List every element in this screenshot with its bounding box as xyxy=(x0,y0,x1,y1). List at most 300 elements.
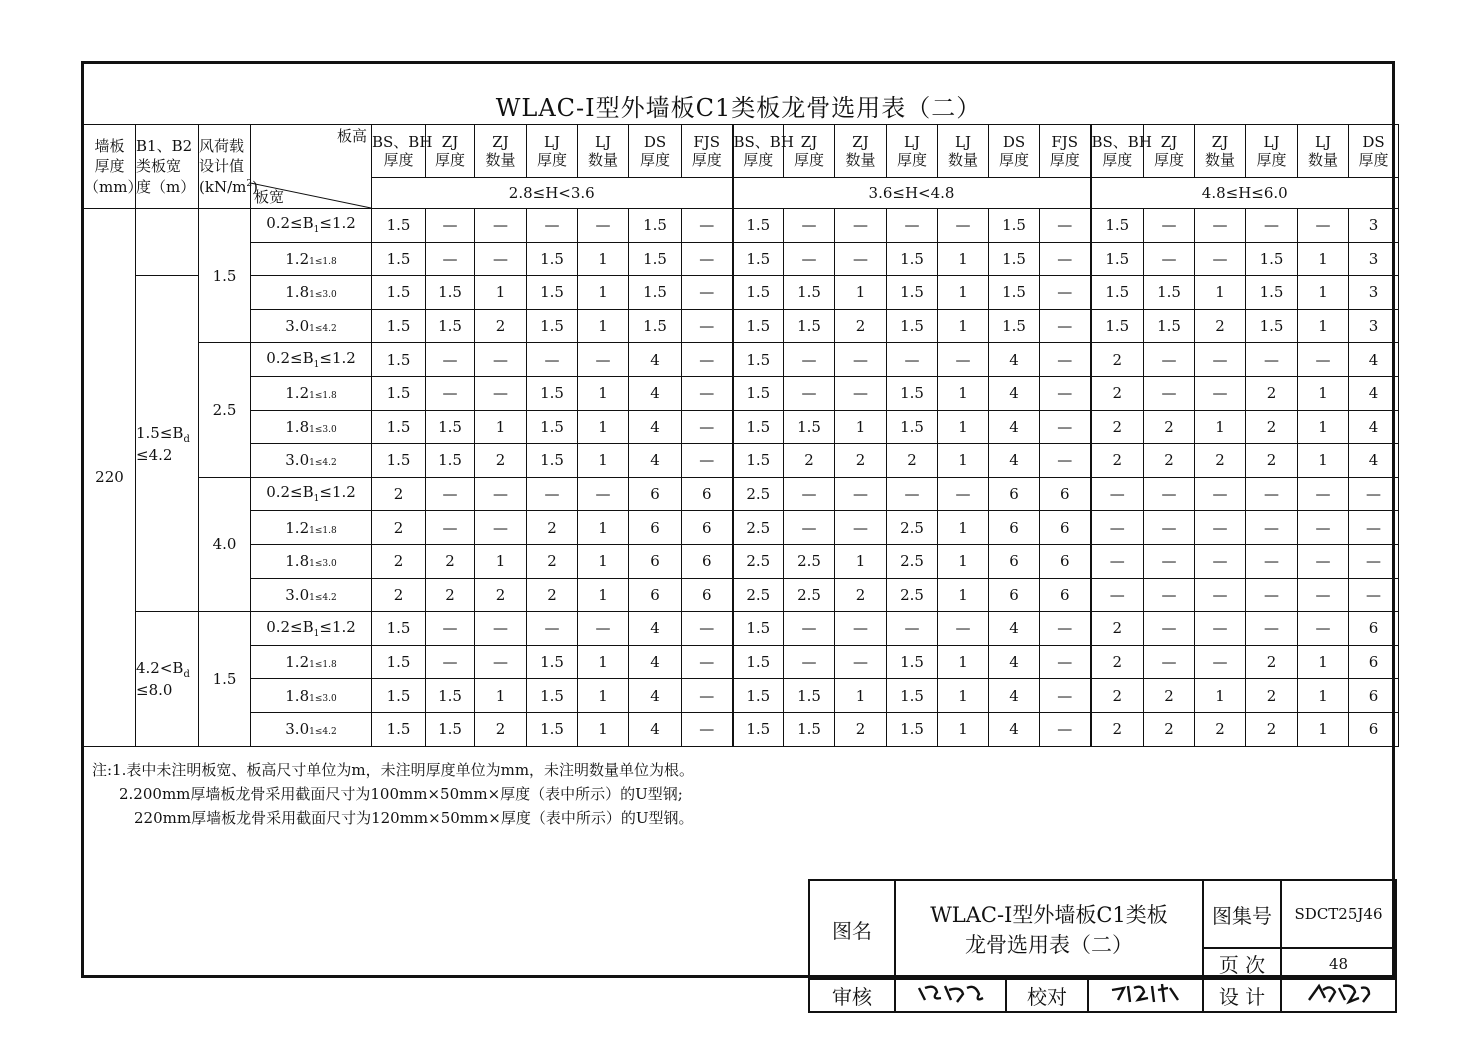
table-row xyxy=(84,578,1399,612)
table-cell: — xyxy=(426,612,475,646)
table-cell: — xyxy=(426,645,475,679)
table-cell: — xyxy=(426,511,475,545)
table-cell: 1 xyxy=(578,376,629,410)
table-cell: 1.5 xyxy=(887,276,938,310)
table-cell: 1 xyxy=(475,410,527,444)
table-cell: 2 xyxy=(835,309,887,343)
board-width-range: $0.2\le B_1\le 1.2$ xyxy=(251,477,372,511)
column-header: DS 厚度 xyxy=(989,125,1040,178)
table-cell: 2.5 xyxy=(784,578,835,612)
height-range-c: 4.8≤H≤6.0 xyxy=(1091,178,1399,209)
table-cell: 2 xyxy=(1144,679,1195,713)
table-row xyxy=(84,544,1399,578)
table-cell: 4 xyxy=(989,712,1040,746)
table-cell: 6 xyxy=(989,578,1040,612)
table-cell: — xyxy=(1246,544,1298,578)
table-cell: 1 xyxy=(1195,679,1246,713)
table-cell: — xyxy=(682,242,733,276)
table-cell: — xyxy=(1144,544,1195,578)
table-cell: 1.5 xyxy=(887,679,938,713)
table-cell: — xyxy=(1040,712,1091,746)
width-group-1: $1.5\le B_d$ ≤4.2 xyxy=(136,276,199,612)
table-cell: 1.5 xyxy=(629,276,682,310)
table-cell: 1.5 xyxy=(989,309,1040,343)
table-cell: 2 xyxy=(1246,712,1298,746)
table-cell: — xyxy=(1144,645,1195,679)
column-header: LJ 厚度 xyxy=(527,125,578,178)
table-cell: 6 xyxy=(629,477,682,511)
table-cell: — xyxy=(578,209,629,243)
table-cell: — xyxy=(682,343,733,377)
table-cell: 1.5 xyxy=(733,376,784,410)
wind-load-value: 1.5 xyxy=(199,612,251,746)
table-cell: 6 xyxy=(1349,679,1399,713)
column-header: ZJ 数量 xyxy=(475,125,527,178)
review-label: 审核 xyxy=(809,979,895,1012)
table-cell: 4 xyxy=(989,444,1040,478)
table-cell: 2 xyxy=(1246,444,1298,478)
table-cell: — xyxy=(1144,209,1195,243)
table-cell: 1.5 xyxy=(733,612,784,646)
table-cell: 1.5 xyxy=(1091,309,1144,343)
table-cell: — xyxy=(1246,578,1298,612)
table-cell: — xyxy=(784,376,835,410)
table-cell: 2 xyxy=(1144,712,1195,746)
table-cell: 1.5 xyxy=(527,444,578,478)
table-cell: — xyxy=(1091,477,1144,511)
table-cell: 6 xyxy=(989,477,1040,511)
table-cell: 2.5 xyxy=(733,477,784,511)
table-cell: 2 xyxy=(887,444,938,478)
table-cell: 1.5 xyxy=(372,679,426,713)
board-width-range: 1.21≤1.8 xyxy=(251,376,372,410)
table-cell: 1 xyxy=(578,544,629,578)
table-cell: 1.5 xyxy=(426,679,475,713)
table-cell: 4 xyxy=(989,645,1040,679)
page-label: 页 次 xyxy=(1203,948,1281,979)
wind-load-value: 1.5 xyxy=(199,209,251,343)
table-cell: 4 xyxy=(1349,343,1399,377)
table-cell: 1.5 xyxy=(629,209,682,243)
table-cell: — xyxy=(475,343,527,377)
table-cell: — xyxy=(1195,511,1246,545)
table-cell: — xyxy=(887,209,938,243)
column-header: ZJ 厚度 xyxy=(426,125,475,178)
title-block xyxy=(808,879,1397,1013)
drawing-name: WLAC-Ⅰ型外墙板C1类板 龙骨选用表（二） xyxy=(895,880,1203,979)
board-width-range: 1.81≤3.0 xyxy=(251,410,372,444)
board-width-range: 1.81≤3.0 xyxy=(251,679,372,713)
table-cell: — xyxy=(1040,645,1091,679)
table-cell: 1.5 xyxy=(733,209,784,243)
table-cell: — xyxy=(1298,544,1349,578)
table-cell: 2 xyxy=(1246,410,1298,444)
table-cell: — xyxy=(887,343,938,377)
table-cell: 1 xyxy=(578,679,629,713)
table-cell: 1.5 xyxy=(426,276,475,310)
table-cell: 2 xyxy=(426,578,475,612)
page-number: 48 xyxy=(1281,948,1396,979)
table-cell: 1.5 xyxy=(527,410,578,444)
table-cell: 1.5 xyxy=(1246,309,1298,343)
column-header: FJS 厚度 xyxy=(1040,125,1091,178)
table-row xyxy=(84,477,1399,511)
table-cell: — xyxy=(527,477,578,511)
table-row xyxy=(84,645,1399,679)
drawing-name-label: 图名 xyxy=(809,880,895,979)
table-cell: 1.5 xyxy=(527,309,578,343)
table-cell: 1 xyxy=(938,242,989,276)
table-cell: 1.5 xyxy=(629,242,682,276)
table-cell: 1.5 xyxy=(426,444,475,478)
table-cell: — xyxy=(1144,511,1195,545)
column-header: LJ 数量 xyxy=(578,125,629,178)
table-cell: 1 xyxy=(1298,444,1349,478)
table-cell: — xyxy=(1144,343,1195,377)
table-cell: 4 xyxy=(629,712,682,746)
column-header: FJS 厚度 xyxy=(682,125,733,178)
table-row xyxy=(84,444,1399,478)
table-cell: 3 xyxy=(1349,309,1399,343)
wind-load-header: 风荷载 设计值 $(kN/m^2)$ xyxy=(199,125,251,209)
table-cell: 4 xyxy=(989,679,1040,713)
table-cell: 2 xyxy=(1091,645,1144,679)
table-cell: 6 xyxy=(1040,477,1091,511)
table-cell: 6 xyxy=(682,511,733,545)
table-cell: 2 xyxy=(527,511,578,545)
table-cell: — xyxy=(682,444,733,478)
width-height-diagonal-header xyxy=(251,125,372,209)
table-cell: — xyxy=(835,343,887,377)
table-cell: 1.5 xyxy=(372,712,426,746)
table-cell: 1 xyxy=(578,444,629,478)
table-cell: 2.5 xyxy=(887,511,938,545)
atlas-number: SDCT25J46 xyxy=(1281,880,1396,948)
table-cell: — xyxy=(784,612,835,646)
table-cell: 4 xyxy=(629,343,682,377)
note-1: 注:1.表中未注明板宽、板高尺寸单位为m，未注明厚度单位为mm，未注明数量单位为根。 xyxy=(92,761,695,779)
column-header: ZJ 数量 xyxy=(1195,125,1246,178)
table-cell: 1 xyxy=(938,679,989,713)
column-header: ZJ 厚度 xyxy=(784,125,835,178)
table-cell: 1 xyxy=(578,410,629,444)
table-cell: 6 xyxy=(1040,511,1091,545)
table-cell: 6 xyxy=(1040,544,1091,578)
board-width-range: 3.01≤4.2 xyxy=(251,712,372,746)
table-cell: 1 xyxy=(578,276,629,310)
table-cell: 1.5 xyxy=(372,376,426,410)
table-cell: 2.5 xyxy=(887,544,938,578)
table-cell: 1 xyxy=(938,645,989,679)
table-cell: — xyxy=(578,477,629,511)
table-row xyxy=(84,242,1399,276)
table-cell: 2 xyxy=(372,578,426,612)
table-cell: 2 xyxy=(1091,376,1144,410)
table-cell: 1.5 xyxy=(527,242,578,276)
table-cell: 1.5 xyxy=(372,209,426,243)
height-label: 板高 xyxy=(336,127,367,145)
table-cell: 1 xyxy=(938,712,989,746)
table-cell: — xyxy=(887,612,938,646)
table-cell: 2 xyxy=(475,309,527,343)
board-width-range: 3.01≤4.2 xyxy=(251,578,372,612)
board-width-range: 1.21≤1.8 xyxy=(251,645,372,679)
design-signature xyxy=(1281,979,1396,1012)
table-cell: 2.5 xyxy=(733,511,784,545)
table-cell: 1 xyxy=(1298,645,1349,679)
notes xyxy=(92,758,694,830)
table-cell: 1.5 xyxy=(372,276,426,310)
column-header: BS、BH 厚度 xyxy=(733,125,784,178)
table-cell: — xyxy=(1144,612,1195,646)
table-cell: 1.5 xyxy=(372,242,426,276)
table-cell: 1.5 xyxy=(372,444,426,478)
table-cell: — xyxy=(682,612,733,646)
table-cell: 1.5 xyxy=(733,343,784,377)
table-cell: 1.5 xyxy=(1144,309,1195,343)
table-cell: — xyxy=(784,477,835,511)
table-cell: 2 xyxy=(1195,712,1246,746)
table-cell: — xyxy=(682,645,733,679)
table-cell: 6 xyxy=(1040,578,1091,612)
table-cell: 6 xyxy=(682,477,733,511)
table-cell: 4 xyxy=(989,612,1040,646)
table-cell: 2 xyxy=(527,544,578,578)
table-cell: 1 xyxy=(1298,376,1349,410)
table-cell: 2 xyxy=(372,477,426,511)
column-header: BS、BH 厚度 xyxy=(1091,125,1144,178)
table-cell: 1.5 xyxy=(887,376,938,410)
table-cell: 1 xyxy=(938,444,989,478)
table-cell: 1.5 xyxy=(426,712,475,746)
table-cell: 1.5 xyxy=(1144,276,1195,310)
design-label: 设 计 xyxy=(1203,979,1281,1012)
table-cell: 1 xyxy=(835,276,887,310)
table-cell: 1.5 xyxy=(733,645,784,679)
table-cell: — xyxy=(1040,612,1091,646)
table-cell: 1.5 xyxy=(527,276,578,310)
table-cell: — xyxy=(426,343,475,377)
width-group-2: $4.2<B_d$ ≤8.0 xyxy=(136,612,199,746)
table-cell: — xyxy=(682,712,733,746)
table-cell: — xyxy=(475,376,527,410)
table-cell: 6 xyxy=(682,544,733,578)
table-cell: — xyxy=(1298,343,1349,377)
table-cell: — xyxy=(1349,511,1399,545)
table-cell: 4 xyxy=(989,410,1040,444)
table-cell: — xyxy=(784,343,835,377)
table-cell: 1 xyxy=(938,410,989,444)
table-cell: 1.5 xyxy=(372,410,426,444)
table-cell: 1.5 xyxy=(527,376,578,410)
table-cell: 1 xyxy=(1298,679,1349,713)
table-cell: 4 xyxy=(629,444,682,478)
table-cell: 1.5 xyxy=(887,410,938,444)
table-cell: 1.5 xyxy=(733,679,784,713)
column-header: BS、BH 厚度 xyxy=(372,125,426,178)
wind-load-value: 2.5 xyxy=(199,343,251,477)
table-cell: — xyxy=(578,612,629,646)
table-row xyxy=(84,679,1399,713)
column-header: LJ 厚度 xyxy=(887,125,938,178)
table-row xyxy=(84,209,1399,243)
table-cell: 2 xyxy=(1144,444,1195,478)
table-cell: 1.5 xyxy=(887,242,938,276)
table-row xyxy=(84,276,1399,310)
height-range-b: 3.6≤H<4.8 xyxy=(733,178,1091,209)
table-cell: 3 xyxy=(1349,276,1399,310)
table-cell: 1.5 xyxy=(1091,209,1144,243)
table-cell: — xyxy=(1040,309,1091,343)
table-cell: 2 xyxy=(426,544,475,578)
board-width-range: 3.01≤4.2 xyxy=(251,309,372,343)
table-cell: — xyxy=(1195,578,1246,612)
table-cell: — xyxy=(475,511,527,545)
table-cell: — xyxy=(1195,544,1246,578)
table-cell: — xyxy=(1195,343,1246,377)
table-cell: 1 xyxy=(1298,242,1349,276)
table-cell: 2 xyxy=(372,511,426,545)
table-cell: 1 xyxy=(1195,410,1246,444)
table-cell: 4 xyxy=(629,410,682,444)
table-cell: 3 xyxy=(1349,242,1399,276)
table-cell: 1 xyxy=(835,544,887,578)
table-cell: 2 xyxy=(1091,343,1144,377)
table-cell: 1 xyxy=(938,309,989,343)
table-cell: 2.5 xyxy=(887,578,938,612)
table-cell: 1 xyxy=(1298,276,1349,310)
table-cell: 2 xyxy=(1195,444,1246,478)
table-cell: — xyxy=(835,376,887,410)
table-cell: — xyxy=(426,242,475,276)
column-header: ZJ 厚度 xyxy=(1144,125,1195,178)
table-cell: — xyxy=(1349,544,1399,578)
table-cell: 1.5 xyxy=(527,712,578,746)
table-cell: 1.5 xyxy=(1091,242,1144,276)
table-cell: — xyxy=(527,612,578,646)
table-cell: 1.5 xyxy=(372,645,426,679)
table-cell: 1 xyxy=(938,276,989,310)
table-cell: 1 xyxy=(938,511,989,545)
table-cell: 2 xyxy=(835,578,887,612)
table-cell: 1 xyxy=(1195,276,1246,310)
table-cell: 1.5 xyxy=(1246,242,1298,276)
table-cell: 1.5 xyxy=(426,309,475,343)
table-cell: — xyxy=(835,477,887,511)
table-cell: 1 xyxy=(578,578,629,612)
atlas-number-label: 图集号 xyxy=(1203,880,1281,948)
table-cell: 4 xyxy=(1349,444,1399,478)
table-cell: — xyxy=(1246,343,1298,377)
table-cell: — xyxy=(1040,276,1091,310)
table-cell: 1 xyxy=(578,309,629,343)
table-cell: — xyxy=(682,276,733,310)
table-cell: 1 xyxy=(475,276,527,310)
table-cell: 2 xyxy=(835,712,887,746)
table-cell: 1.5 xyxy=(733,309,784,343)
table-cell: — xyxy=(1040,410,1091,444)
table-cell: 1.5 xyxy=(887,712,938,746)
table-cell: — xyxy=(1246,511,1298,545)
table-cell: 2 xyxy=(835,444,887,478)
table-cell: 1 xyxy=(475,679,527,713)
table-cell: 2 xyxy=(784,444,835,478)
table-cell: 1 xyxy=(1298,712,1349,746)
table-cell: 4 xyxy=(1349,410,1399,444)
table-row xyxy=(84,343,1399,377)
table-cell: 6 xyxy=(629,578,682,612)
table-cell: — xyxy=(682,376,733,410)
table-cell: 2 xyxy=(1144,410,1195,444)
table-cell: — xyxy=(1246,209,1298,243)
board-width-range: 3.01≤4.2 xyxy=(251,444,372,478)
table-cell: 2 xyxy=(372,544,426,578)
table-cell: 1.5 xyxy=(527,645,578,679)
table-cell: 3 xyxy=(1349,209,1399,243)
board-width-range: 1.21≤1.8 xyxy=(251,511,372,545)
table-cell: — xyxy=(475,242,527,276)
table-cell: — xyxy=(887,477,938,511)
table-cell: — xyxy=(1298,578,1349,612)
table-cell: 1.5 xyxy=(733,242,784,276)
table-cell: — xyxy=(475,477,527,511)
table-cell: 6 xyxy=(1349,712,1399,746)
table-cell: 2 xyxy=(1091,444,1144,478)
table-cell: 2 xyxy=(1246,679,1298,713)
table-cell: 1.5 xyxy=(426,410,475,444)
table-cell: 1.5 xyxy=(784,410,835,444)
table-cell: — xyxy=(1195,376,1246,410)
table-cell: 1 xyxy=(1298,410,1349,444)
table-cell: 6 xyxy=(989,544,1040,578)
table-cell: 1.5 xyxy=(372,309,426,343)
check-label: 校对 xyxy=(1006,979,1088,1012)
column-header: LJ 数量 xyxy=(938,125,989,178)
table-cell: 1 xyxy=(938,544,989,578)
table-cell: — xyxy=(682,209,733,243)
table-cell: — xyxy=(784,242,835,276)
table-cell: — xyxy=(1144,477,1195,511)
board-width-range: $0.2\le B_1\le 1.2$ xyxy=(251,612,372,646)
table-cell: — xyxy=(835,645,887,679)
table-cell: 2.5 xyxy=(733,578,784,612)
table-cell: — xyxy=(527,343,578,377)
table-title: WLAC-Ⅰ型外墙板C1类板龙骨选用表（二） xyxy=(495,94,982,122)
table-cell: — xyxy=(1195,645,1246,679)
table-cell: — xyxy=(784,209,835,243)
table-cell: — xyxy=(1349,477,1399,511)
table-cell: 2 xyxy=(527,578,578,612)
note-3: 220mm厚墙板龙骨采用截面尺寸为120mm×50mm×厚度（表中所示）的U型钢。 xyxy=(134,809,694,827)
table-cell: — xyxy=(1040,679,1091,713)
wall-thickness-value: 220 xyxy=(84,209,136,747)
table-cell: — xyxy=(938,343,989,377)
table-cell: — xyxy=(1195,242,1246,276)
table-cell: — xyxy=(527,209,578,243)
table-cell: — xyxy=(1040,242,1091,276)
table-cell: 2 xyxy=(1091,679,1144,713)
table-cell: — xyxy=(1246,612,1298,646)
table-cell: 2 xyxy=(1246,645,1298,679)
table-row xyxy=(84,309,1399,343)
table-cell: — xyxy=(784,511,835,545)
table-cell: — xyxy=(1091,544,1144,578)
table-row xyxy=(84,511,1399,545)
board-width-range: $0.2\le B_1\le 1.2$ xyxy=(251,343,372,377)
table-cell: — xyxy=(1246,477,1298,511)
table-cell: 1 xyxy=(578,645,629,679)
table-cell: 4 xyxy=(989,343,1040,377)
